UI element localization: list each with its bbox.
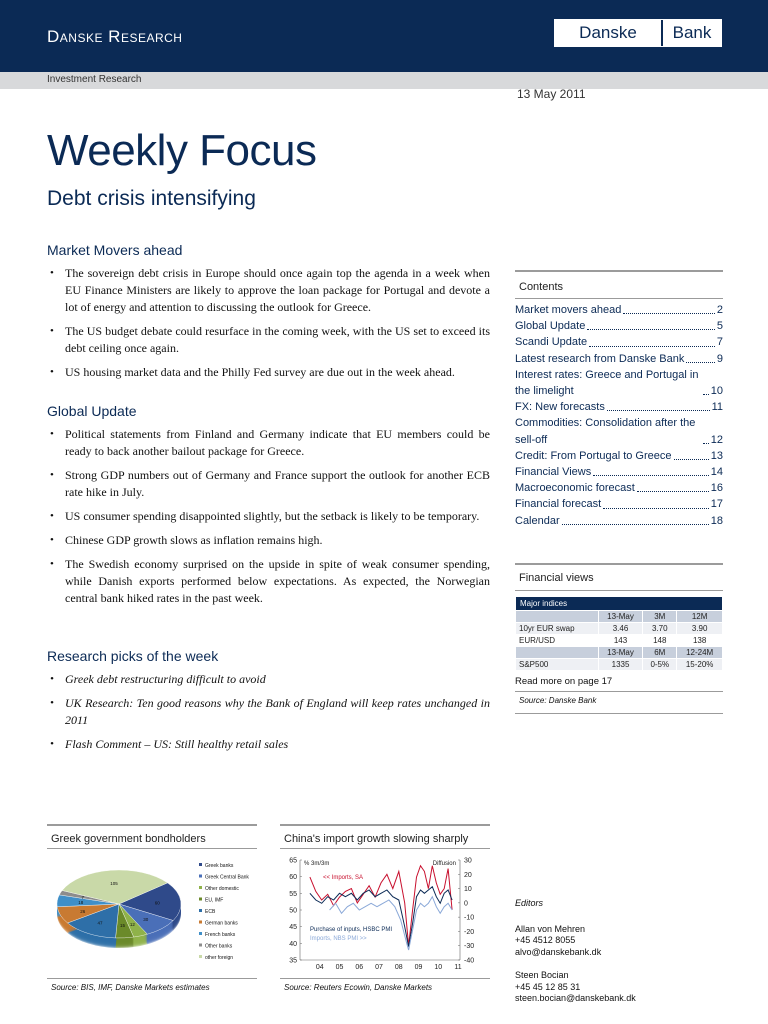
- table-cell: 1335: [598, 659, 643, 671]
- toc-page-number: 5: [716, 320, 723, 333]
- page-subtitle: Debt crisis intensifying: [47, 187, 256, 210]
- toc-item[interactable]: [515, 399, 723, 415]
- line-chart-divider: [280, 848, 490, 849]
- x-tick-label: 11: [454, 964, 462, 971]
- sub-banner-label: Investment Research: [47, 74, 142, 85]
- financial-views-divider: [515, 590, 723, 591]
- research-link[interactable]: • Greek debt restructuring difficult to avoid: [47, 671, 490, 688]
- x-tick-label: 04: [315, 964, 324, 971]
- y-right-tick-label: 20: [464, 871, 472, 879]
- financial-views-heading: Financial views: [519, 572, 594, 584]
- financial-views-source: Source: Danske Bank: [519, 696, 597, 705]
- research-link[interactable]: • UK Research: Ten good reasons why the Bank of England will keep rates unchanged in 2011: [47, 695, 490, 729]
- series-line: [330, 897, 453, 950]
- toc-leader: [637, 491, 709, 492]
- table-row: [516, 623, 723, 635]
- toc-item[interactable]: [515, 302, 723, 318]
- table-row: [516, 659, 723, 671]
- pie-data-label: 18: [78, 900, 84, 906]
- toc-page-number: 12: [710, 433, 723, 446]
- toc-item-label: Market movers ahead: [515, 304, 622, 316]
- toc-leader: [589, 346, 715, 347]
- toc-item-label: Macroeconomic forecast: [515, 482, 635, 495]
- table-header-cell: 13-May: [598, 611, 643, 623]
- toc-item-label: Credit: From Portugal to Greece: [515, 449, 672, 462]
- list-item: • Chinese GDP growth slows as inflation remains high.: [47, 532, 490, 549]
- pie-chart-source: Source: BIS, IMF, Danske Markets estimates: [51, 983, 210, 992]
- list-item: • Strong GDP numbers out of Germany and France support the outlook for another ECB rate hike in July.: [47, 467, 490, 501]
- y-right-tick-label: -10: [464, 914, 475, 922]
- y-right-tick-label: -40: [464, 957, 475, 965]
- pie-chart-top-rule: [47, 824, 257, 826]
- contents-divider: [515, 298, 723, 299]
- legend-swatch: [199, 932, 202, 935]
- legend-label: Greek banks: [205, 863, 234, 869]
- pie-chart: [47, 852, 257, 976]
- series-label: Imports, NBS PMI >>: [310, 936, 367, 942]
- editor-name: Allan von Mehren: [515, 923, 586, 934]
- y-right-tick-label: 30: [464, 857, 472, 865]
- section-heading-global-update: Global Update: [47, 403, 137, 419]
- toc-leader: [623, 313, 714, 314]
- toc-item-label: Global Update: [515, 320, 586, 333]
- pie-data-label: 60: [154, 900, 160, 906]
- contents-heading: Contents: [519, 281, 564, 293]
- list-item: • The sovereign debt crisis in Europe should once again top the agenda in a week when EU Finance Ministers are likely to approve the loan package for Portugal and devote a lot of energy and attention to discussing the outlook for Greece.: [47, 265, 490, 316]
- editor-phone: +45 45 12 85 31: [515, 981, 581, 992]
- x-tick-label: 10: [434, 964, 443, 971]
- pie-data-label: 47: [97, 920, 103, 926]
- logo-word-2: Bank: [672, 23, 712, 42]
- toc-item[interactable]: [515, 334, 723, 350]
- toc-item[interactable]: [515, 513, 723, 529]
- series-label: Purchase of inputs, HSBC PMI: [310, 927, 393, 933]
- toc-page-number: 14: [710, 466, 723, 479]
- toc-item-label: Financial forecast: [515, 498, 602, 511]
- x-tick-label: 07: [375, 964, 383, 971]
- table-cell: 10yr EUR swap: [516, 623, 599, 635]
- table-header-cell: [516, 647, 599, 659]
- publication-date: 13 May 2011: [517, 87, 586, 101]
- market-movers-list: [47, 265, 490, 388]
- table-row: [516, 635, 723, 647]
- y-left-tick-label: 50: [289, 907, 297, 915]
- table-cell: 3.70: [643, 623, 677, 635]
- editor-name: Steen Bocian: [515, 970, 569, 980]
- table-cell: EUR/USD: [516, 635, 599, 647]
- list-item: • The US budget debate could resurface in the coming week, with the US set to exceed its debt ceiling once again.: [47, 323, 490, 357]
- pie-data-label: 12: [129, 921, 135, 927]
- toc-page-number: 16: [710, 482, 723, 495]
- y-left-tick-label: 65: [289, 857, 297, 865]
- research-picks-list: [47, 671, 490, 760]
- table-cell: 148: [643, 635, 677, 647]
- toc-item-label: Commodities: Consolidation after the sell-off: [515, 417, 696, 446]
- toc-item-label: Calendar: [515, 514, 560, 527]
- y-left-tick-label: 60: [289, 874, 297, 882]
- financial-views-table: [515, 596, 723, 671]
- legend-swatch: [199, 921, 202, 924]
- y-left-tick-label: 55: [289, 890, 297, 898]
- list-item: • The Swedish economy surprised on the upside in spite of weak consumer spending, while Danish exports performed below expectations. As expected, the Norwegian central bank hiked rates in the past week.: [47, 556, 490, 607]
- list-item: • US consumer spending disappointed slightly, but the setback is likely to be temporary.: [47, 508, 490, 525]
- financial-views-top-rule: [515, 563, 723, 565]
- list-item: • US housing market data and the Philly Fed survey are due out in the week ahead.: [47, 364, 490, 381]
- editors-heading: Editors: [515, 898, 544, 908]
- toc-page-number: 11: [711, 401, 723, 414]
- pie-data-label: 105: [110, 881, 118, 887]
- legend-label: Other domestic: [205, 886, 239, 892]
- legend-swatch: [199, 944, 202, 947]
- section-heading-market-movers: Market Movers ahead: [47, 242, 183, 258]
- toc-page-number: 10: [710, 385, 723, 398]
- toc-leader: [686, 362, 715, 363]
- toc-item[interactable]: [515, 448, 723, 464]
- legend-swatch: [199, 955, 202, 958]
- table-cell: 15-20%: [677, 659, 723, 671]
- pie-chart-divider: [47, 848, 257, 849]
- table-title: Major indices: [516, 597, 723, 611]
- legend-label: other foreign: [205, 955, 234, 961]
- toc-leader: [607, 410, 710, 411]
- toc-item-label: Scandi Update: [515, 336, 588, 349]
- toc-leader: [603, 508, 709, 509]
- y-left-tick-label: 45: [289, 924, 297, 932]
- logo-word-1: Danske: [555, 20, 663, 46]
- pie-data-label: 30: [143, 917, 149, 923]
- x-tick-label: 05: [335, 964, 344, 971]
- pie-data-label: 26: [80, 908, 86, 914]
- line-source-divider: [280, 978, 490, 979]
- financial-views-bottom-rule: [515, 713, 723, 714]
- toc-page-number: 18: [710, 514, 723, 527]
- legend-swatch: [199, 886, 202, 889]
- table-cell: 138: [677, 635, 723, 647]
- table-cell: 3.90: [677, 623, 723, 635]
- toc-item-label: Financial Views: [515, 466, 592, 479]
- legend-swatch: [199, 909, 202, 912]
- toc-item-label: FX: New forecasts: [515, 401, 605, 414]
- y-left-tick-label: 35: [289, 957, 297, 965]
- toc-leader: [593, 475, 709, 476]
- pie-data-label: 15: [120, 922, 126, 928]
- toc-page-number: 17: [710, 498, 723, 511]
- y-right-tick-label: -30: [464, 943, 475, 951]
- pie-chart-title: Greek government bondholders: [51, 833, 206, 845]
- list-item: • Political statements from Finland and Germany indicate that EU members could be ready to back another bailout package for Greece.: [47, 426, 490, 460]
- table-header-cell: 12M: [677, 611, 723, 623]
- legend-label: German banks: [205, 920, 238, 927]
- toc-leader: [587, 329, 715, 330]
- pie-data-label: 7: [81, 894, 85, 900]
- toc-item[interactable]: [515, 480, 723, 496]
- x-tick-label: 09: [414, 964, 423, 971]
- series-label: << Imports, SA: [323, 875, 364, 881]
- x-tick-label: 08: [394, 964, 403, 971]
- legend-label: ECB: [205, 909, 216, 915]
- toc-item[interactable]: [515, 367, 723, 399]
- x-tick-label: 06: [355, 964, 364, 971]
- toc-leader: [703, 443, 709, 444]
- pie-source-divider: [47, 978, 257, 979]
- legend-swatch: [199, 898, 202, 901]
- table-header-cell: 3M: [643, 611, 677, 623]
- table-cell: S&P500: [516, 659, 599, 671]
- editor-email[interactable]: alvo@danskebank.dk: [515, 946, 602, 957]
- line-chart-title: China's import growth slowing sharply: [284, 833, 469, 845]
- toc-leader: [703, 394, 709, 395]
- legend-swatch: [199, 863, 202, 866]
- toc-page-number: 13: [710, 449, 723, 462]
- toc-page-number: 9: [716, 352, 723, 365]
- table-header-cell: 6M: [643, 647, 677, 659]
- line-chart-source: Source: Reuters Ecowin, Danske Markets: [284, 983, 433, 992]
- editor-email[interactable]: steen.bocian@danskebank.dk: [515, 993, 636, 1003]
- legend-swatch: [199, 875, 202, 878]
- toc-item-label: Latest research from Danske Bank: [515, 352, 685, 365]
- table-cell: 143: [598, 635, 643, 647]
- contents-top-rule: [515, 270, 723, 272]
- editor-phone: +45 4512 8055: [515, 935, 576, 945]
- line-chart-top-rule: [280, 824, 490, 826]
- research-link[interactable]: • Flash Comment – US: Still healthy retail sales: [47, 736, 490, 753]
- y-right-axis-label: Diffusion: [432, 861, 456, 867]
- page-title: Weekly Focus: [47, 126, 317, 175]
- legend-label: French banks: [205, 932, 236, 938]
- global-update-list: [47, 426, 490, 614]
- y-right-tick-label: 0: [464, 900, 468, 908]
- table-header-cell: [516, 611, 599, 623]
- read-more-link[interactable]: Read more on page 17: [515, 676, 613, 687]
- legend-label: Greek Central Bank: [205, 874, 249, 881]
- table-header-cell: 13-May: [598, 647, 643, 659]
- y-right-tick-label: 10: [464, 886, 472, 894]
- table-of-contents: [515, 302, 723, 529]
- toc-leader: [674, 459, 709, 460]
- toc-item[interactable]: [515, 496, 723, 512]
- brand-name: Danske Research: [47, 27, 183, 46]
- section-heading-research-picks: Research picks of the week: [47, 648, 219, 664]
- toc-page-number: 7: [716, 336, 723, 349]
- toc-item-label: Interest rates: Greece and Portugal in the limelight: [515, 368, 699, 398]
- line-chart: [280, 852, 490, 976]
- toc-item[interactable]: [515, 351, 723, 367]
- toc-item[interactable]: [515, 464, 723, 480]
- table-header: [516, 611, 723, 623]
- table-cell: 0-5%: [643, 659, 677, 671]
- table-cell: 3.46: [598, 623, 643, 635]
- y-left-axis-label: % 3m/3m: [304, 861, 330, 867]
- table-header: [516, 647, 723, 659]
- editors-block: [515, 898, 636, 1005]
- toc-item[interactable]: [515, 415, 723, 447]
- y-right-tick-label: -20: [464, 928, 475, 936]
- legend-label: Other banks: [205, 943, 233, 950]
- y-left-tick-label: 40: [289, 940, 297, 948]
- danske-bank-logo: [554, 19, 722, 47]
- table-header-cell: 12-24M: [677, 647, 723, 659]
- toc-item[interactable]: [515, 318, 723, 334]
- toc-page-number: 2: [716, 304, 723, 316]
- toc-leader: [562, 524, 709, 525]
- legend-label: EU, IMF: [205, 897, 224, 904]
- source-divider: [515, 691, 723, 692]
